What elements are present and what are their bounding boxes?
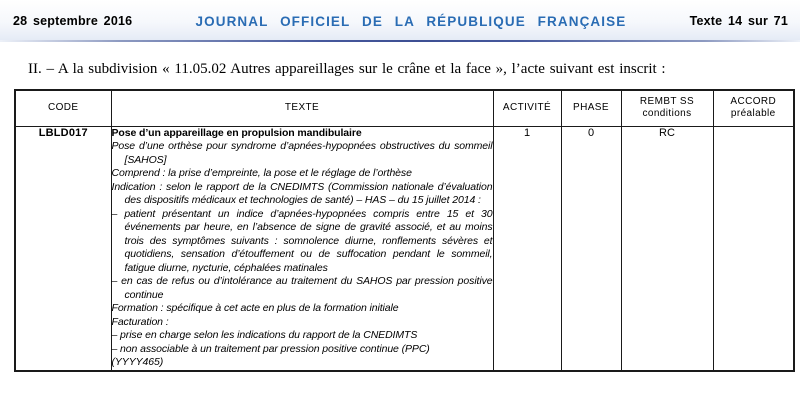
col-header-accord-line1: ACCORD [730, 96, 777, 108]
col-header-rembt [621, 90, 713, 126]
texte-paragraph: – prise en charge selon les indications du rapport de la CNEDIMTS [111, 329, 418, 341]
texte-paragraph: Indication : selon le rapport de la CNEDIMTS (Commission nationale d’évaluation des dispositifs médicaux et technologies de santé) – HAS – du 15 juillet 2014 : [111, 180, 493, 206]
rembt-cell: RC [621, 126, 713, 371]
texte-cell [111, 126, 493, 371]
texte-paragraph: Facturation : [111, 315, 169, 328]
col-header-activite: ACTIVITÉ [493, 90, 561, 126]
texte-paragraph: Formation : spécifique à cet acte en plus de la formation initiale [111, 302, 399, 314]
intro-paragraph: II. – A la subdivision « 11.05.02 Autres appareillages sur le crâne et la face », l’acte suivant est inscrit : [28, 61, 666, 77]
texte-paragraph: – en cas de refus ou d’intolérance au traitement du SAHOS par pression positive continue [111, 275, 493, 301]
phase-cell: 0 [561, 126, 621, 371]
texte-paragraph: (YYYY465) [111, 356, 164, 368]
journal-title: JOURNAL OFFICIEL DE LA RÉPUBLIQUE FRANÇAISE [195, 13, 627, 29]
col-header-phase: PHASE [561, 90, 621, 126]
accord-cell [713, 126, 794, 371]
col-header-rembt-line2: conditions [642, 108, 692, 120]
activite-cell: 1 [493, 126, 561, 371]
acte-title: Pose d’un appareillage en propulsion mandibulaire [111, 126, 362, 139]
texte-number: Texte 14 sur 71 [689, 14, 788, 28]
acte-table [14, 89, 795, 372]
texte-paragraph: Pose d’une orthèse pour syndrome d’apnées-hypopnées obstructives du sommeil [SAHOS] [111, 140, 493, 166]
texte-paragraph: – non associable à un traitement par pression positive continue (PPC) [111, 342, 430, 355]
publication-date: 28 septembre 2016 [13, 14, 133, 28]
table-header-row [15, 90, 794, 126]
texte-paragraph: Comprend : la prise d’empreinte, la pose et le réglage de l’orthèse [111, 167, 412, 179]
col-header-accord [713, 90, 794, 126]
acte-row [15, 126, 794, 371]
code-cell: LBLD017 [15, 126, 111, 371]
header-divider [0, 40, 800, 42]
col-header-accord-line2: préalable [730, 108, 776, 120]
col-header-texte: TEXTE [111, 90, 493, 126]
col-header-code: CODE [15, 90, 111, 126]
texte-paragraph: – patient présentant un indice d’apnées-hypopnées compris entre 15 et 30 événements par heure, en l’absence de signe de gravité associé, et au moins trois des symptômes suivants : somnolence diurne, ronflements sévères et quotidiens, sensation d’étouffement ou de suffocation pendant le sommeil, fatigue diurne, nycturie, céphalées matinales [111, 207, 493, 274]
page-header [0, 0, 800, 40]
col-header-rembt-line1: REMBT SS [639, 96, 695, 108]
